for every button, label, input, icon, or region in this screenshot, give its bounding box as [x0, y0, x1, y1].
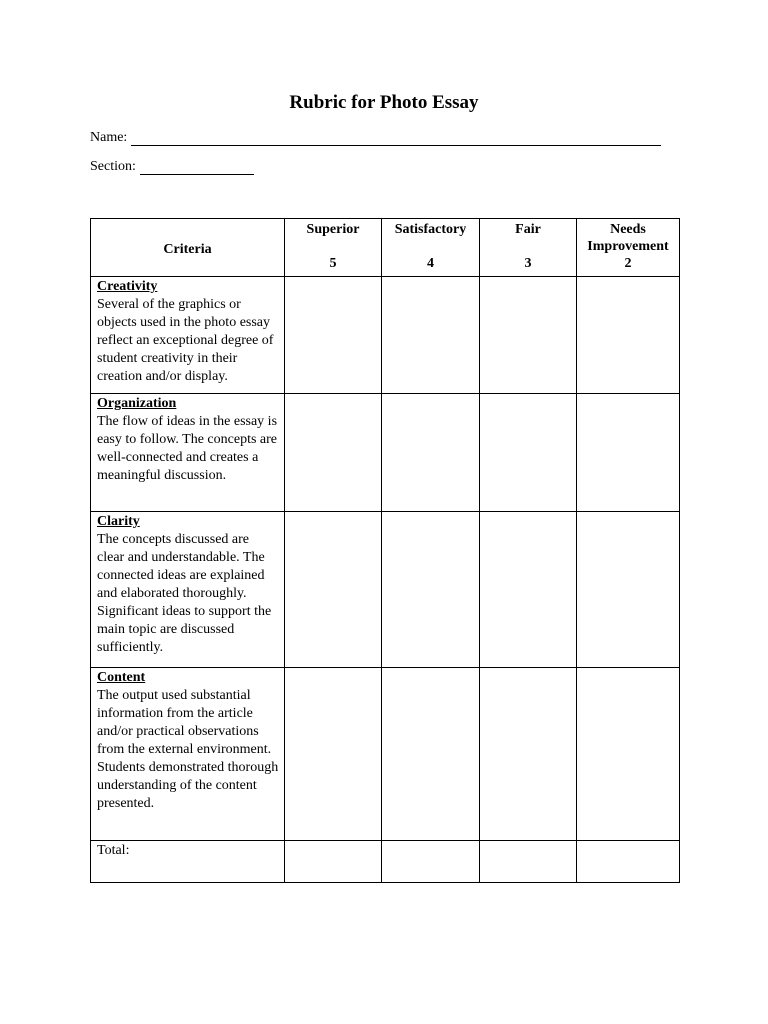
criterion-row-creativity — [91, 277, 680, 394]
criterion-cell — [91, 394, 285, 512]
total-cell-fair[interactable] — [480, 841, 577, 883]
level-label: Needs Improvement — [587, 222, 669, 254]
level-score: 5 — [329, 256, 337, 271]
score-cell-satisfactory[interactable] — [382, 277, 480, 394]
level-header-fair — [480, 219, 577, 277]
level-header-needs-improvement — [577, 219, 680, 277]
score-cell-needs-improvement[interactable] — [577, 277, 680, 394]
score-cell-satisfactory[interactable] — [382, 394, 480, 512]
rubric-table — [90, 218, 680, 883]
total-label: Total: — [97, 843, 130, 858]
level-header-superior — [285, 219, 382, 277]
name-blank-line[interactable] — [131, 131, 661, 146]
score-cell-superior[interactable] — [285, 277, 382, 394]
score-cell-fair[interactable] — [480, 394, 577, 512]
score-cell-superior[interactable] — [285, 394, 382, 512]
criterion-title: Organization — [97, 396, 177, 411]
name-field-row — [90, 130, 661, 146]
score-cell-fair[interactable] — [480, 277, 577, 394]
total-cell-satisfactory[interactable] — [382, 841, 480, 883]
total-cell-superior[interactable] — [285, 841, 382, 883]
level-score: 4 — [427, 256, 434, 271]
score-cell-needs-improvement[interactable] — [577, 512, 680, 668]
criterion-description: Several of the graphics or objects used in the photo essay reflect an exceptional degree of student creativity in their creation and/or display. — [97, 297, 274, 384]
score-cell-fair[interactable] — [480, 512, 577, 668]
score-cell-superior[interactable] — [285, 512, 382, 668]
total-label-cell — [91, 841, 285, 883]
criterion-row-clarity — [91, 512, 680, 668]
score-cell-superior[interactable] — [285, 668, 382, 841]
criterion-cell — [91, 512, 285, 668]
criterion-description: The flow of ideas in the essay is easy to follow. The concepts are well-connected and creates a meaningful discussion. — [97, 414, 278, 483]
score-cell-fair[interactable] — [480, 668, 577, 841]
criterion-title: Clarity — [97, 514, 140, 529]
level-score: 2 — [624, 256, 632, 271]
criterion-title: Creativity — [97, 279, 158, 294]
level-header-satisfactory — [382, 219, 480, 277]
criterion-description: The concepts discussed are clear and understandable. The connected ideas are explained and elaborated thoroughly. Significant ideas to support the main topic are discussed sufficiently. — [97, 532, 272, 655]
score-cell-needs-improvement[interactable] — [577, 668, 680, 841]
section-blank-line[interactable] — [140, 160, 254, 175]
name-label: Name: — [90, 130, 128, 145]
page-title: Rubric for Photo Essay — [289, 92, 479, 113]
total-cell-needs-improvement[interactable] — [577, 841, 680, 883]
score-cell-satisfactory[interactable] — [382, 512, 480, 668]
criterion-row-organization — [91, 394, 680, 512]
score-cell-needs-improvement[interactable] — [577, 394, 680, 512]
criterion-description: The output used substantial information from the article and/or practical observations from the external environment. Students demonstrated thorough understanding of the content presented. — [97, 688, 279, 811]
criterion-cell — [91, 277, 285, 394]
criterion-title: Content — [97, 670, 146, 685]
score-cell-satisfactory[interactable] — [382, 668, 480, 841]
criterion-row-content — [91, 668, 680, 841]
level-label: Satisfactory — [394, 222, 467, 237]
level-label: Fair — [515, 222, 541, 237]
level-label: Superior — [306, 222, 360, 237]
criterion-cell — [91, 668, 285, 841]
total-row — [91, 841, 680, 883]
section-label: Section: — [90, 159, 136, 174]
level-score: 3 — [524, 256, 532, 271]
section-field-row — [90, 159, 254, 175]
header-row — [91, 219, 680, 277]
criteria-header: Criteria — [91, 219, 285, 277]
